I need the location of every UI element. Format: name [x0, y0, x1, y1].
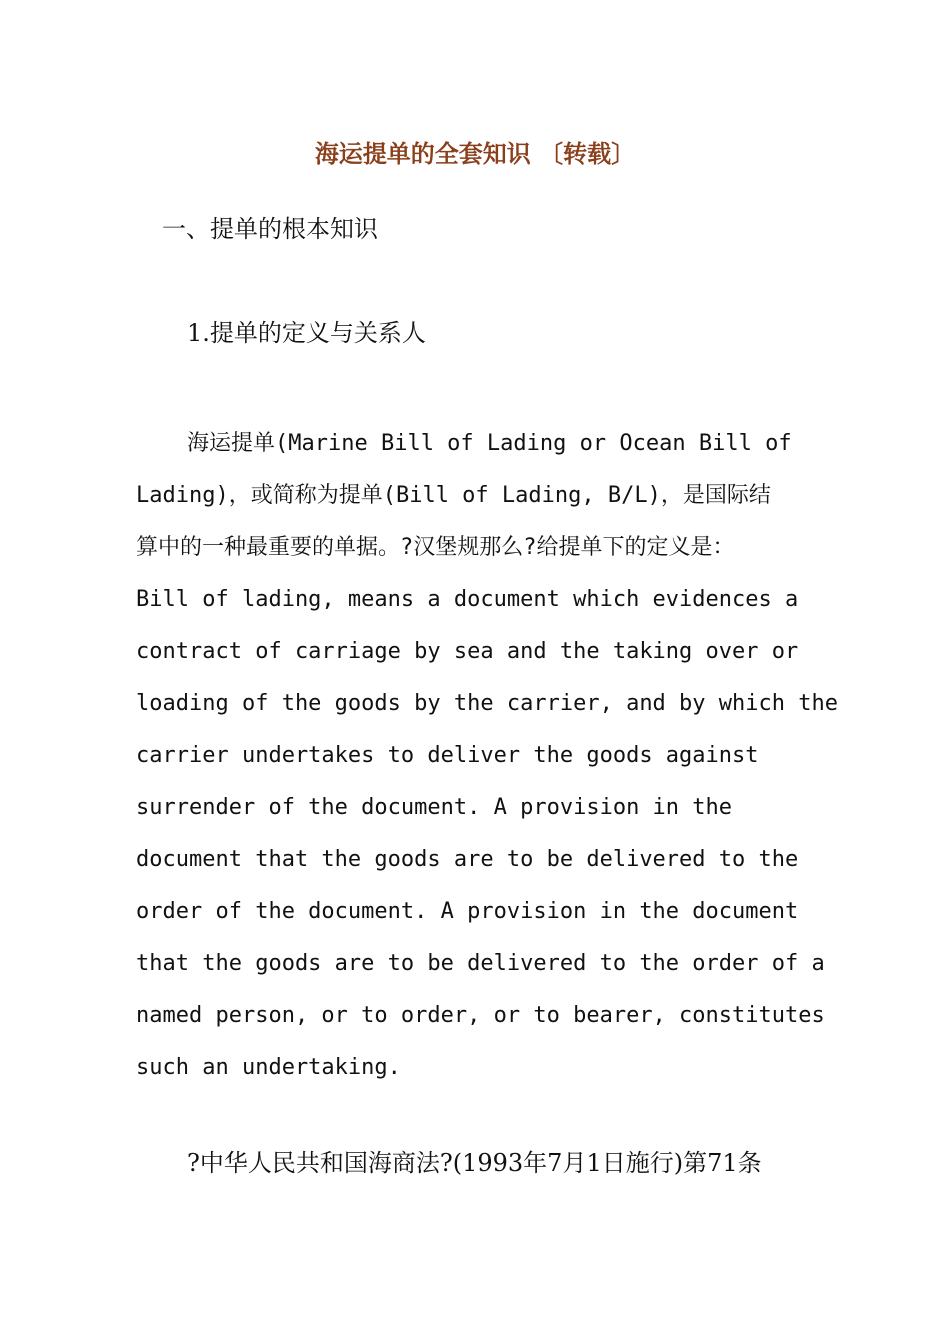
paragraph-line: document that the goods are to be delivered to the [136, 847, 799, 872]
paragraph-line: surrender of the document. A provision in the [136, 795, 733, 820]
paragraph-line: 算中的一种最重要的单据。?汉堡规那么?给提单下的定义是： [136, 535, 735, 560]
page-title: 海运提单的全套知识 〔转载〕 [314, 139, 636, 168]
paragraph-line: 海运提单(Marine Bill of Lading or Ocean Bill of [187, 431, 792, 456]
section-heading: 一、提单的根本知识 [162, 215, 378, 243]
paragraph-line: Lading)，或简称为提单(Bill of Lading, B/L)，是国际结 [136, 483, 771, 508]
paragraph-line: that the goods are to be delivered to the order of a [136, 951, 825, 976]
paragraph-line: loading of the goods by the carrier, and by which the [136, 691, 838, 716]
paragraph-line: order of the document. A provision in the document [136, 899, 799, 924]
paragraph-line: named person, or to order, or to bearer, constitutes [136, 1003, 825, 1028]
paragraph-line: contract of carriage by sea and the taking over or [136, 639, 799, 664]
subsection-heading: 1.提单的定义与关系人 [187, 319, 426, 347]
paragraph-line: such an undertaking. [136, 1055, 401, 1080]
law-reference: ?中华人民共和国海商法?(1993年7月1日施行)第71条 [187, 1149, 762, 1177]
definition-paragraph [136, 418, 838, 1094]
paragraph-line: carrier undertakes to deliver the goods against [136, 743, 759, 768]
paragraph-line: Bill of lading, means a document which evidences a [136, 587, 799, 612]
